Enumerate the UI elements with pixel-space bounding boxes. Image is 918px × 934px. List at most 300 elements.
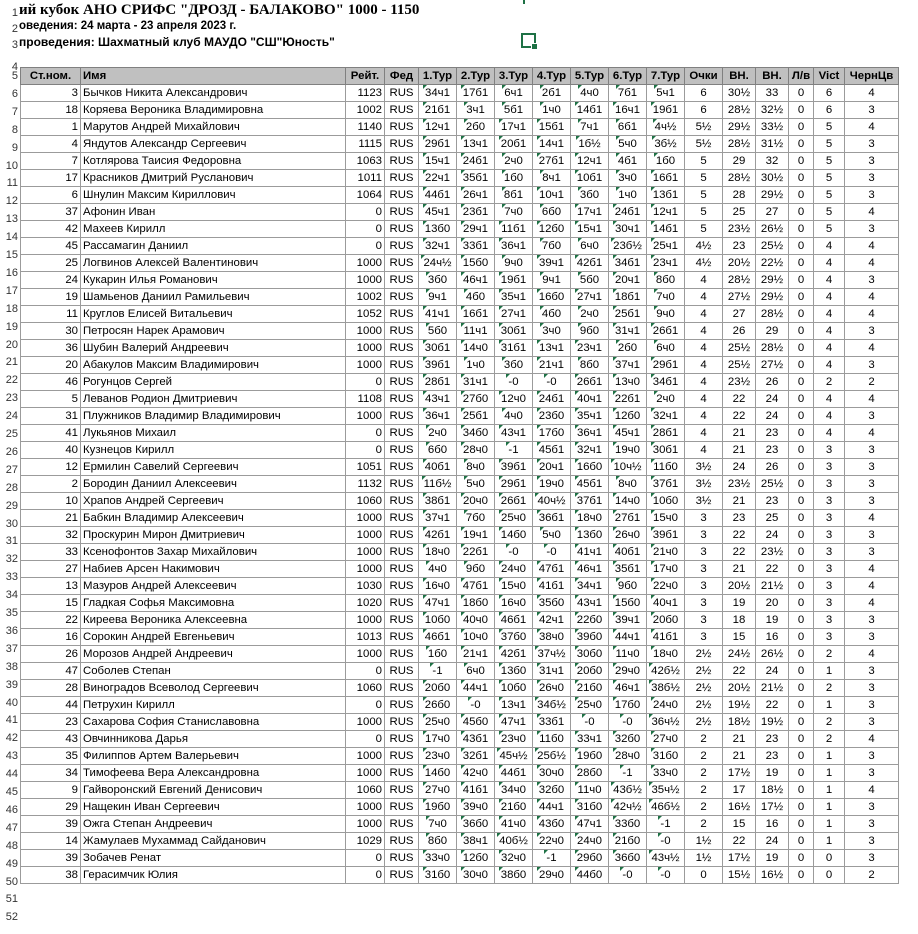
lw-cell[interactable]: 0	[789, 255, 814, 272]
start-number-cell[interactable]: 47	[21, 663, 81, 680]
victories-cell[interactable]: 4	[814, 357, 845, 374]
tiebreak-1-cell[interactable]: 29	[723, 153, 756, 170]
player-name-cell[interactable]: Зобачев Ренат	[81, 850, 346, 867]
lw-cell[interactable]: 0	[789, 680, 814, 697]
player-name-cell[interactable]: Шубин Валерий Андреевич	[81, 340, 346, 357]
points-cell[interactable]: 2½	[685, 697, 723, 714]
row-number[interactable]: 16	[5, 266, 18, 279]
round-result-cell[interactable]	[647, 697, 685, 714]
round-result-cell[interactable]	[419, 629, 457, 646]
column-header[interactable]: 3.Тур	[495, 68, 533, 85]
row-number[interactable]: 5	[11, 70, 18, 82]
tiebreak-1-cell[interactable]: 28½	[723, 170, 756, 187]
rating-cell[interactable]: 0	[346, 867, 385, 884]
round-result-cell[interactable]	[609, 204, 647, 221]
lw-cell[interactable]: 0	[789, 799, 814, 816]
round-result-cell[interactable]	[609, 136, 647, 153]
round-result-cell[interactable]	[495, 323, 533, 340]
victories-cell[interactable]: 2	[814, 714, 845, 731]
rating-cell[interactable]: 1000	[346, 816, 385, 833]
round-result-cell[interactable]	[533, 748, 571, 765]
round-result-cell[interactable]	[533, 391, 571, 408]
points-cell[interactable]: 5½	[685, 136, 723, 153]
federation-cell[interactable]: RUS	[385, 255, 419, 272]
round-result-cell[interactable]	[571, 714, 609, 731]
round-result-cell[interactable]	[457, 153, 495, 170]
player-name-cell[interactable]: Махеев Кирилл	[81, 221, 346, 238]
round-result-cell[interactable]	[419, 544, 457, 561]
round-result-cell[interactable]	[647, 187, 685, 204]
round-result-cell[interactable]	[419, 765, 457, 782]
round-result-cell[interactable]	[419, 833, 457, 850]
round-result-cell[interactable]	[533, 204, 571, 221]
rating-cell[interactable]: 1060	[346, 680, 385, 697]
lw-cell[interactable]: 0	[789, 323, 814, 340]
lw-cell[interactable]: 0	[789, 561, 814, 578]
round-result-cell[interactable]	[571, 374, 609, 391]
federation-cell[interactable]: RUS	[385, 119, 419, 136]
round-result-cell[interactable]	[647, 374, 685, 391]
black-games-cell[interactable]: 3	[845, 527, 899, 544]
lw-cell[interactable]: 0	[789, 578, 814, 595]
round-result-cell[interactable]	[495, 782, 533, 799]
tiebreak-2-cell[interactable]: 16	[756, 816, 789, 833]
tiebreak-1-cell[interactable]: 15½	[723, 867, 756, 884]
federation-cell[interactable]: RUS	[385, 765, 419, 782]
player-name-cell[interactable]: Петрухин Кирилл	[81, 697, 346, 714]
round-result-cell[interactable]	[419, 408, 457, 425]
round-result-cell[interactable]	[609, 289, 647, 306]
round-result-cell[interactable]	[457, 340, 495, 357]
black-games-cell[interactable]: 4	[845, 85, 899, 102]
tiebreak-2-cell[interactable]: 26½	[756, 221, 789, 238]
round-result-cell[interactable]	[533, 816, 571, 833]
rating-cell[interactable]: 1013	[346, 629, 385, 646]
federation-cell[interactable]: RUS	[385, 510, 419, 527]
round-result-cell[interactable]	[571, 204, 609, 221]
points-cell[interactable]: 3	[685, 510, 723, 527]
round-result-cell[interactable]	[457, 289, 495, 306]
tiebreak-1-cell[interactable]: 22	[723, 527, 756, 544]
start-number-cell[interactable]: 14	[21, 833, 81, 850]
rating-cell[interactable]: 0	[346, 374, 385, 391]
round-result-cell[interactable]	[533, 272, 571, 289]
player-name-cell[interactable]: Мазуров Андрей Алексеевич	[81, 578, 346, 595]
points-cell[interactable]: 3	[685, 544, 723, 561]
black-games-cell[interactable]: 3	[845, 459, 899, 476]
round-result-cell[interactable]	[495, 391, 533, 408]
round-result-cell[interactable]	[419, 323, 457, 340]
points-cell[interactable]: 3	[685, 595, 723, 612]
player-name-cell[interactable]: Филиппов Артем Валерьевич	[81, 748, 346, 765]
black-games-cell[interactable]: 4	[845, 340, 899, 357]
round-result-cell[interactable]	[495, 833, 533, 850]
lw-cell[interactable]: 0	[789, 187, 814, 204]
victories-cell[interactable]: 1	[814, 833, 845, 850]
tiebreak-1-cell[interactable]: 21	[723, 425, 756, 442]
tiebreak-1-cell[interactable]: 23½	[723, 476, 756, 493]
start-number-cell[interactable]: 38	[21, 867, 81, 884]
black-games-cell[interactable]: 3	[845, 799, 899, 816]
victories-cell[interactable]: 1	[814, 799, 845, 816]
tiebreak-1-cell[interactable]: 30½	[723, 85, 756, 102]
round-result-cell[interactable]	[571, 510, 609, 527]
tiebreak-1-cell[interactable]: 23½	[723, 221, 756, 238]
round-result-cell[interactable]	[609, 867, 647, 884]
start-number-cell[interactable]: 22	[21, 612, 81, 629]
black-games-cell[interactable]: 4	[845, 391, 899, 408]
round-result-cell[interactable]	[571, 119, 609, 136]
player-name-cell[interactable]: Ксенофонтов Захар Михайлович	[81, 544, 346, 561]
black-games-cell[interactable]: 3	[845, 850, 899, 867]
round-result-cell[interactable]	[571, 867, 609, 884]
lw-cell[interactable]: 0	[789, 119, 814, 136]
tiebreak-2-cell[interactable]: 16	[756, 629, 789, 646]
round-result-cell[interactable]	[571, 612, 609, 629]
victories-cell[interactable]: 5	[814, 221, 845, 238]
round-result-cell[interactable]	[419, 272, 457, 289]
player-name-cell[interactable]: Набиев Арсен Накимович	[81, 561, 346, 578]
row-number[interactable]: 15	[5, 249, 18, 261]
round-result-cell[interactable]	[457, 714, 495, 731]
round-result-cell[interactable]	[457, 697, 495, 714]
round-result-cell[interactable]	[609, 765, 647, 782]
round-result-cell[interactable]	[533, 765, 571, 782]
round-result-cell[interactable]	[647, 663, 685, 680]
player-name-cell[interactable]: Нащекин Иван Сергеевич	[81, 799, 346, 816]
rating-cell[interactable]: 1063	[346, 153, 385, 170]
tiebreak-1-cell[interactable]: 21	[723, 442, 756, 459]
round-result-cell[interactable]	[609, 612, 647, 629]
start-number-cell[interactable]: 26	[21, 646, 81, 663]
round-result-cell[interactable]	[571, 136, 609, 153]
player-name-cell[interactable]: Храпов Андрей Сергеевич	[81, 493, 346, 510]
player-name-cell[interactable]: Бычков Никита Александрович	[81, 85, 346, 102]
lw-cell[interactable]: 0	[789, 442, 814, 459]
round-result-cell[interactable]	[533, 714, 571, 731]
federation-cell[interactable]: RUS	[385, 544, 419, 561]
round-result-cell[interactable]	[609, 153, 647, 170]
victories-cell[interactable]: 0	[814, 850, 845, 867]
round-result-cell[interactable]	[533, 544, 571, 561]
tiebreak-2-cell[interactable]: 28½	[756, 306, 789, 323]
round-result-cell[interactable]	[647, 340, 685, 357]
round-result-cell[interactable]	[457, 544, 495, 561]
column-header[interactable]: 6.Тур	[609, 68, 647, 85]
round-result-cell[interactable]	[571, 493, 609, 510]
player-name-cell[interactable]: Абакулов Максим Владимирович	[81, 357, 346, 374]
lw-cell[interactable]: 0	[789, 493, 814, 510]
round-result-cell[interactable]	[609, 629, 647, 646]
round-result-cell[interactable]	[495, 680, 533, 697]
round-result-cell[interactable]	[571, 255, 609, 272]
round-result-cell[interactable]	[419, 476, 457, 493]
player-name-cell[interactable]: Логвинов Алексей Валентинович	[81, 255, 346, 272]
round-result-cell[interactable]	[609, 833, 647, 850]
row-number[interactable]: 32	[5, 553, 18, 566]
black-games-cell[interactable]: 3	[845, 833, 899, 850]
round-result-cell[interactable]	[419, 306, 457, 323]
tiebreak-1-cell[interactable]: 19	[723, 595, 756, 612]
rating-cell[interactable]: 1115	[346, 136, 385, 153]
black-games-cell[interactable]: 3	[845, 357, 899, 374]
round-result-cell[interactable]	[571, 748, 609, 765]
lw-cell[interactable]: 0	[789, 391, 814, 408]
round-result-cell[interactable]	[533, 646, 571, 663]
points-cell[interactable]: 4	[685, 442, 723, 459]
lw-cell[interactable]: 0	[789, 221, 814, 238]
round-result-cell[interactable]	[457, 459, 495, 476]
round-result-cell[interactable]	[533, 850, 571, 867]
round-result-cell[interactable]	[533, 289, 571, 306]
points-cell[interactable]: 3	[685, 527, 723, 544]
victories-cell[interactable]: 4	[814, 306, 845, 323]
round-result-cell[interactable]	[533, 867, 571, 884]
player-name-cell[interactable]: Шнулин Максим Кириллович	[81, 187, 346, 204]
round-result-cell[interactable]	[571, 833, 609, 850]
round-result-cell[interactable]	[495, 374, 533, 391]
points-cell[interactable]: 2	[685, 731, 723, 748]
round-result-cell[interactable]	[647, 612, 685, 629]
rating-cell[interactable]: 1000	[346, 765, 385, 782]
rating-cell[interactable]: 1029	[346, 833, 385, 850]
rating-cell[interactable]: 1064	[346, 187, 385, 204]
victories-cell[interactable]: 4	[814, 238, 845, 255]
start-number-cell[interactable]: 6	[21, 187, 81, 204]
round-result-cell[interactable]	[609, 680, 647, 697]
round-result-cell[interactable]	[571, 85, 609, 102]
round-result-cell[interactable]	[609, 799, 647, 816]
row-number[interactable]: 52	[5, 911, 18, 924]
victories-cell[interactable]: 5	[814, 153, 845, 170]
round-result-cell[interactable]	[419, 595, 457, 612]
round-result-cell[interactable]	[457, 102, 495, 119]
federation-cell[interactable]: RUS	[385, 833, 419, 850]
player-name-cell[interactable]: Круглов Елисей Витальевич	[81, 306, 346, 323]
tiebreak-2-cell[interactable]: 24	[756, 391, 789, 408]
points-cell[interactable]: 4	[685, 391, 723, 408]
tiebreak-2-cell[interactable]: 23	[756, 748, 789, 765]
rating-cell[interactable]: 0	[346, 204, 385, 221]
round-result-cell[interactable]	[609, 816, 647, 833]
points-cell[interactable]: 5	[685, 221, 723, 238]
round-result-cell[interactable]	[571, 306, 609, 323]
black-games-cell[interactable]: 4	[845, 510, 899, 527]
start-number-cell[interactable]: 15	[21, 595, 81, 612]
round-result-cell[interactable]	[647, 221, 685, 238]
points-cell[interactable]: 6	[685, 85, 723, 102]
round-result-cell[interactable]	[647, 646, 685, 663]
row-number[interactable]: 3	[11, 39, 18, 51]
lw-cell[interactable]: 0	[789, 527, 814, 544]
points-cell[interactable]: 4	[685, 425, 723, 442]
start-number-cell[interactable]: 4	[21, 136, 81, 153]
round-result-cell[interactable]	[495, 238, 533, 255]
points-cell[interactable]: 1½	[685, 833, 723, 850]
victories-cell[interactable]: 5	[814, 204, 845, 221]
black-games-cell[interactable]: 3	[845, 680, 899, 697]
points-cell[interactable]: 3	[685, 612, 723, 629]
column-header[interactable]: ВН.	[723, 68, 756, 85]
round-result-cell[interactable]	[457, 680, 495, 697]
lw-cell[interactable]: 0	[789, 510, 814, 527]
round-result-cell[interactable]	[495, 493, 533, 510]
column-header[interactable]: Vict	[814, 68, 845, 85]
black-games-cell[interactable]: 4	[845, 425, 899, 442]
start-number-cell[interactable]: 40	[21, 442, 81, 459]
tiebreak-2-cell[interactable]: 19	[756, 612, 789, 629]
row-number[interactable]: 40	[5, 696, 18, 709]
row-number[interactable]: 42	[5, 732, 18, 745]
points-cell[interactable]: 5	[685, 170, 723, 187]
round-result-cell[interactable]	[419, 391, 457, 408]
round-result-cell[interactable]	[419, 289, 457, 306]
round-result-cell[interactable]	[533, 459, 571, 476]
round-result-cell[interactable]	[647, 170, 685, 187]
tiebreak-2-cell[interactable]: 29½	[756, 289, 789, 306]
start-number-cell[interactable]: 10	[21, 493, 81, 510]
round-result-cell[interactable]	[647, 561, 685, 578]
tiebreak-1-cell[interactable]: 20½	[723, 255, 756, 272]
round-result-cell[interactable]	[609, 391, 647, 408]
federation-cell[interactable]: RUS	[385, 867, 419, 884]
round-result-cell[interactable]	[419, 102, 457, 119]
start-number-cell[interactable]: 30	[21, 323, 81, 340]
black-games-cell[interactable]: 4	[845, 578, 899, 595]
tiebreak-1-cell[interactable]: 17½	[723, 850, 756, 867]
black-games-cell[interactable]: 4	[845, 255, 899, 272]
start-number-cell[interactable]: 24	[21, 272, 81, 289]
victories-cell[interactable]: 6	[814, 85, 845, 102]
points-cell[interactable]: 3½	[685, 493, 723, 510]
round-result-cell[interactable]	[495, 799, 533, 816]
victories-cell[interactable]: 3	[814, 561, 845, 578]
rating-cell[interactable]: 1002	[346, 102, 385, 119]
victories-cell[interactable]: 3	[814, 612, 845, 629]
lw-cell[interactable]: 0	[789, 765, 814, 782]
row-number[interactable]: 37	[5, 642, 18, 655]
round-result-cell[interactable]	[571, 289, 609, 306]
round-result-cell[interactable]	[571, 629, 609, 646]
start-number-cell[interactable]: 27	[21, 561, 81, 578]
round-result-cell[interactable]	[571, 697, 609, 714]
tiebreak-1-cell[interactable]: 22	[723, 544, 756, 561]
round-result-cell[interactable]	[419, 782, 457, 799]
tiebreak-2-cell[interactable]: 33	[756, 85, 789, 102]
round-result-cell[interactable]	[609, 170, 647, 187]
points-cell[interactable]: 4	[685, 289, 723, 306]
start-number-cell[interactable]: 36	[21, 340, 81, 357]
victories-cell[interactable]: 2	[814, 680, 845, 697]
black-games-cell[interactable]: 3	[845, 170, 899, 187]
round-result-cell[interactable]	[647, 102, 685, 119]
start-number-cell[interactable]: 33	[21, 544, 81, 561]
round-result-cell[interactable]	[647, 527, 685, 544]
round-result-cell[interactable]	[571, 459, 609, 476]
round-result-cell[interactable]	[533, 493, 571, 510]
rating-cell[interactable]: 0	[346, 663, 385, 680]
victories-cell[interactable]: 3	[814, 493, 845, 510]
player-name-cell[interactable]: Рогунцов Сергей	[81, 374, 346, 391]
black-games-cell[interactable]: 4	[845, 646, 899, 663]
rating-cell[interactable]: 1060	[346, 782, 385, 799]
round-result-cell[interactable]	[457, 136, 495, 153]
black-games-cell[interactable]: 3	[845, 102, 899, 119]
round-result-cell[interactable]	[457, 187, 495, 204]
lw-cell[interactable]: 0	[789, 408, 814, 425]
tiebreak-2-cell[interactable]: 23	[756, 442, 789, 459]
tiebreak-1-cell[interactable]: 27½	[723, 289, 756, 306]
round-result-cell[interactable]	[457, 357, 495, 374]
row-number[interactable]: 46	[5, 803, 18, 816]
points-cell[interactable]: 1½	[685, 850, 723, 867]
round-result-cell[interactable]	[457, 595, 495, 612]
rating-cell[interactable]: 1052	[346, 306, 385, 323]
federation-cell[interactable]: RUS	[385, 714, 419, 731]
federation-cell[interactable]: RUS	[385, 629, 419, 646]
player-name-cell[interactable]: Кукарин Илья Романович	[81, 272, 346, 289]
round-result-cell[interactable]	[495, 748, 533, 765]
row-number[interactable]: 27	[5, 463, 18, 476]
row-number[interactable]: 30	[5, 517, 18, 530]
start-number-cell[interactable]: 16	[21, 629, 81, 646]
round-result-cell[interactable]	[647, 867, 685, 884]
points-cell[interactable]: 2	[685, 782, 723, 799]
player-name-cell[interactable]: Проскурин Мирон Дмитриевич	[81, 527, 346, 544]
tiebreak-1-cell[interactable]: 25	[723, 204, 756, 221]
tiebreak-2-cell[interactable]: 26	[756, 459, 789, 476]
round-result-cell[interactable]	[419, 238, 457, 255]
round-result-cell[interactable]	[419, 646, 457, 663]
round-result-cell[interactable]	[457, 85, 495, 102]
round-result-cell[interactable]	[495, 561, 533, 578]
round-result-cell[interactable]	[419, 816, 457, 833]
round-result-cell[interactable]	[571, 799, 609, 816]
row-number[interactable]: 45	[5, 786, 18, 798]
lw-cell[interactable]: 0	[789, 476, 814, 493]
lw-cell[interactable]: 0	[789, 170, 814, 187]
round-result-cell[interactable]	[457, 561, 495, 578]
round-result-cell[interactable]	[533, 561, 571, 578]
row-number[interactable]: 25	[5, 428, 18, 440]
tiebreak-1-cell[interactable]: 23½	[723, 374, 756, 391]
lw-cell[interactable]: 0	[789, 306, 814, 323]
tiebreak-2-cell[interactable]: 32½	[756, 102, 789, 119]
rating-cell[interactable]: 0	[346, 221, 385, 238]
rating-cell[interactable]: 1000	[346, 272, 385, 289]
victories-cell[interactable]: 3	[814, 442, 845, 459]
federation-cell[interactable]: RUS	[385, 748, 419, 765]
round-result-cell[interactable]	[609, 782, 647, 799]
row-number[interactable]: 23	[5, 392, 18, 405]
federation-cell[interactable]: RUS	[385, 697, 419, 714]
federation-cell[interactable]: RUS	[385, 425, 419, 442]
federation-cell[interactable]: RUS	[385, 850, 419, 867]
start-number-cell[interactable]: 32	[21, 527, 81, 544]
start-number-cell[interactable]: 42	[21, 221, 81, 238]
points-cell[interactable]: 2½	[685, 714, 723, 731]
tiebreak-1-cell[interactable]: 28½	[723, 272, 756, 289]
round-result-cell[interactable]	[533, 238, 571, 255]
tiebreak-1-cell[interactable]: 17	[723, 782, 756, 799]
tiebreak-2-cell[interactable]: 19½	[756, 714, 789, 731]
black-games-cell[interactable]: 4	[845, 119, 899, 136]
federation-cell[interactable]: RUS	[385, 238, 419, 255]
tiebreak-1-cell[interactable]: 18	[723, 612, 756, 629]
round-result-cell[interactable]	[609, 663, 647, 680]
lw-cell[interactable]: 0	[789, 833, 814, 850]
row-number[interactable]: 50	[5, 875, 18, 888]
